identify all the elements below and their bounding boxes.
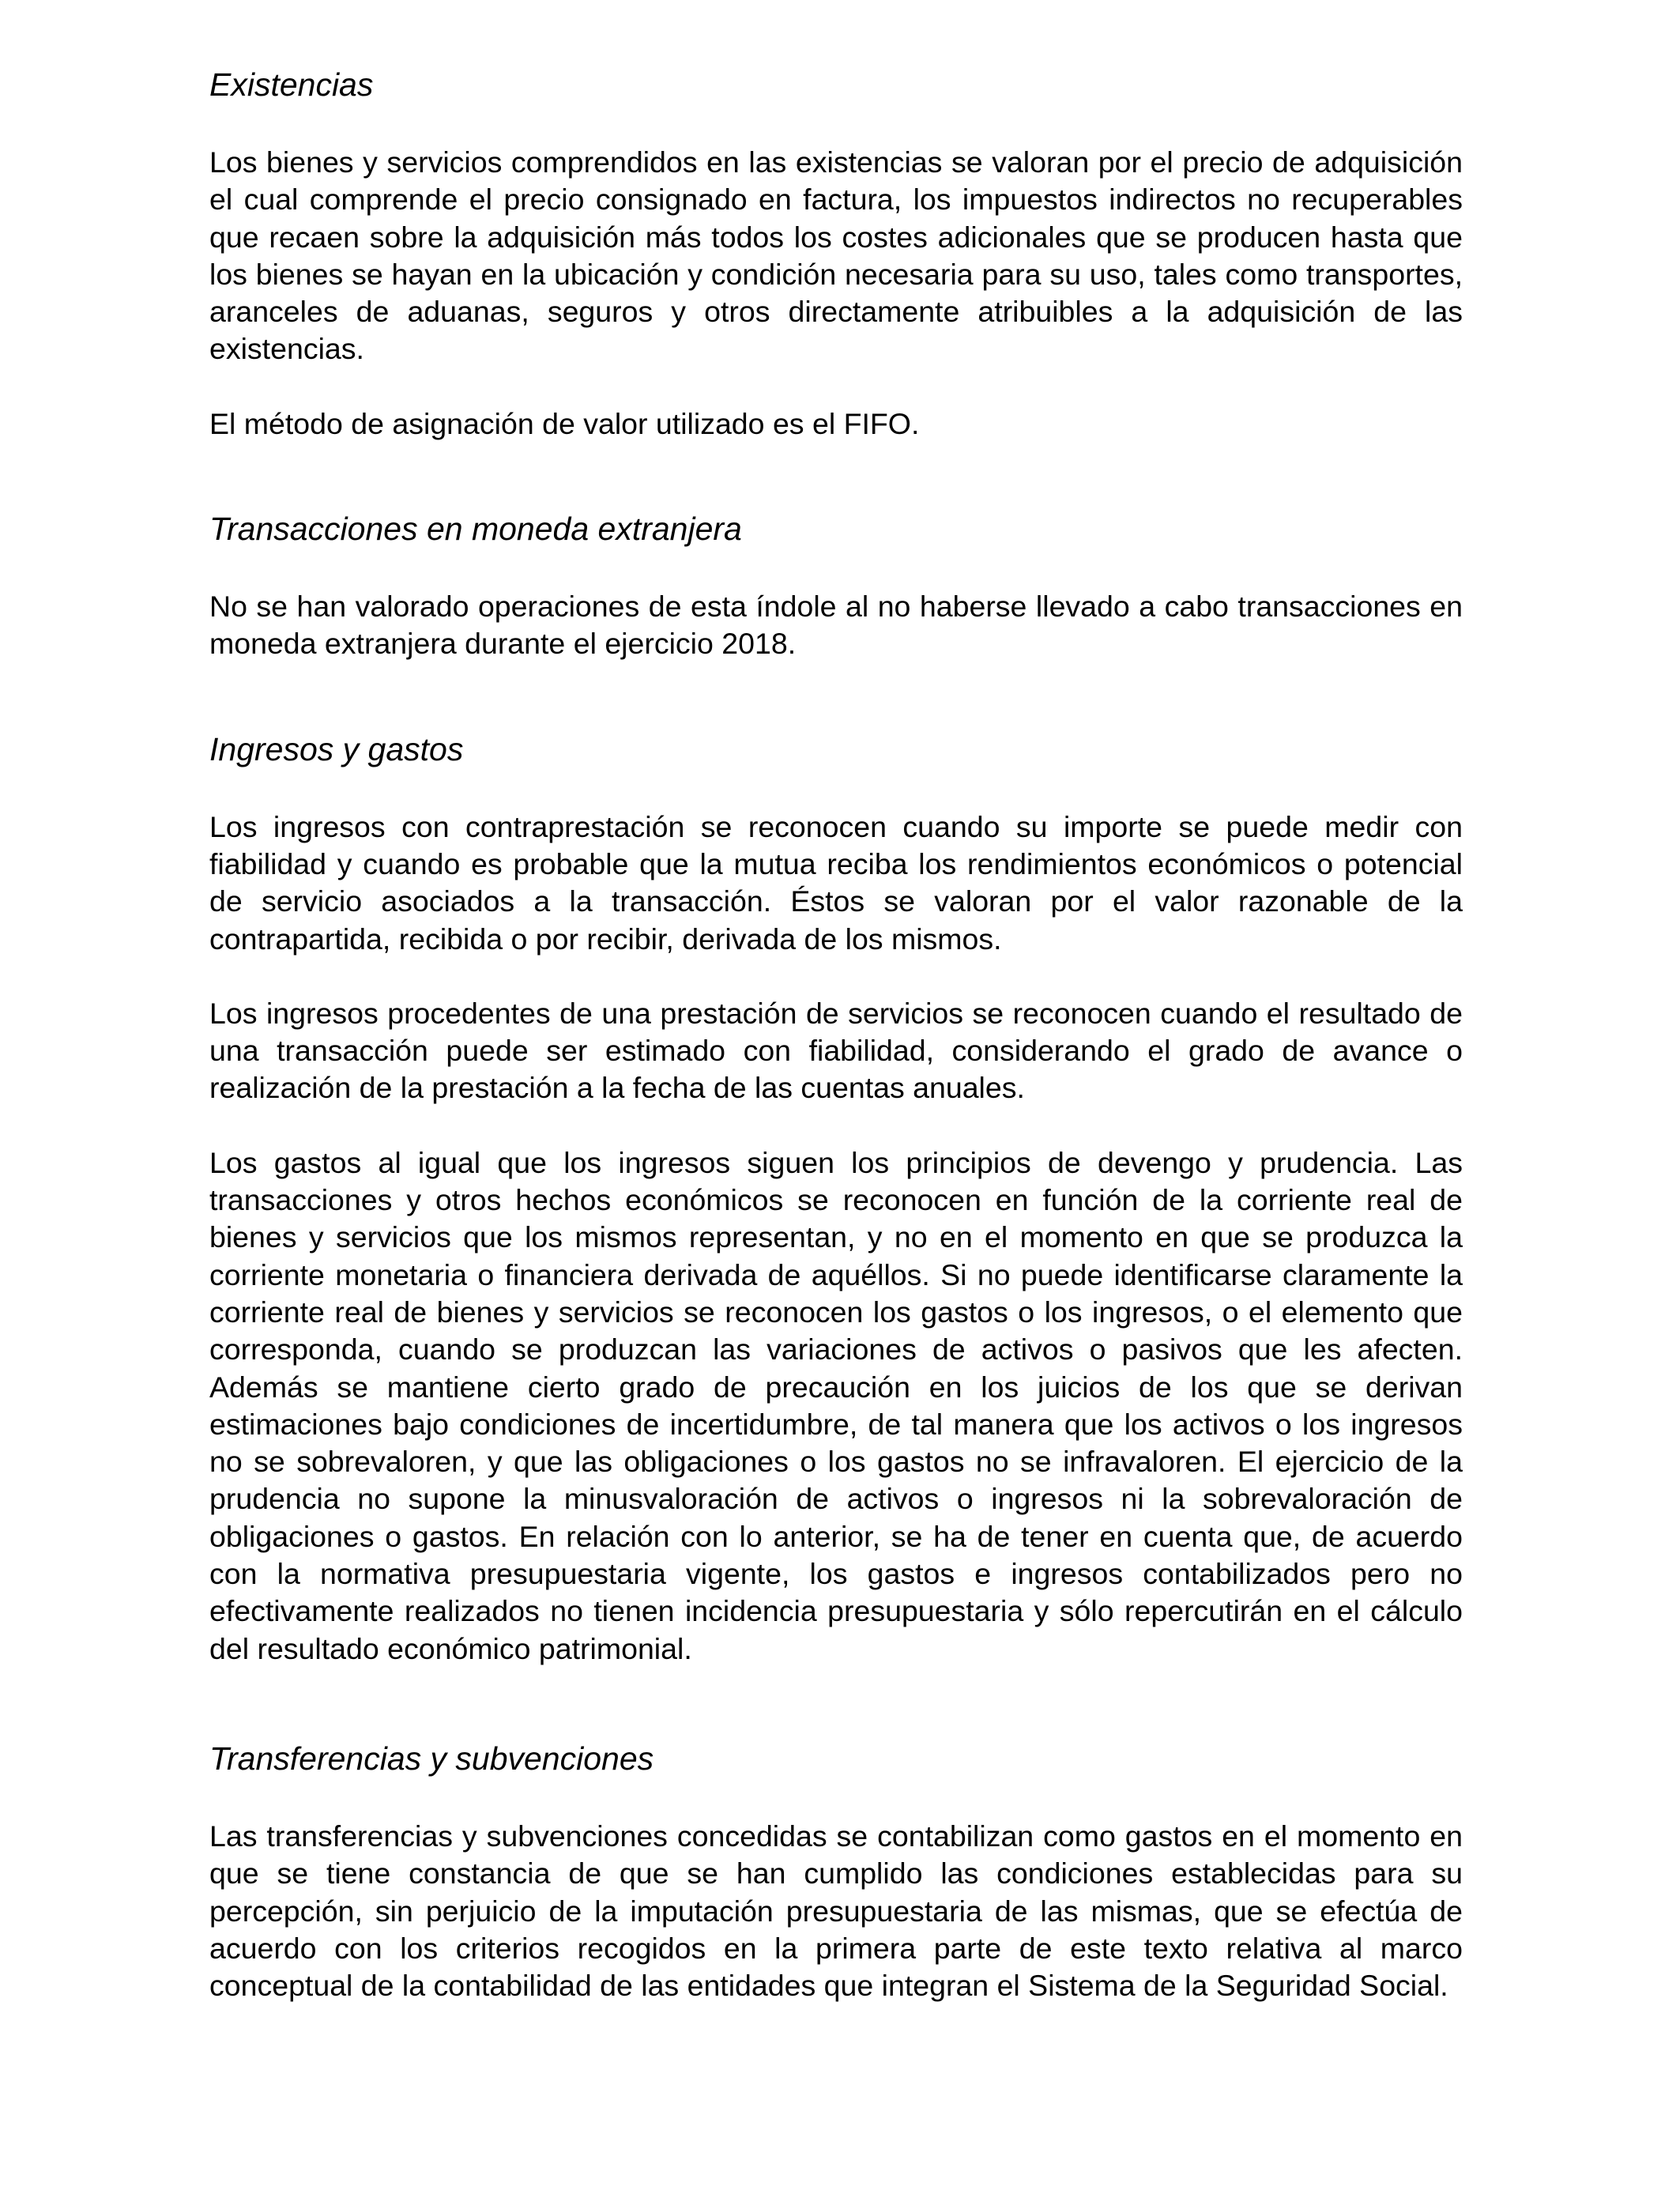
section-heading-moneda-extranjera: Transacciones en moneda extranjera (209, 511, 742, 548)
section-heading-ingresos-gastos: Ingresos y gastos (209, 730, 464, 767)
paragraph-ingresos-servicios: Los ingresos procedentes de una prestación de servicios se reconocen cuando el resultado de una transacción puede ser estimado con fiabilidad, considerando el grado de avance o realización de la prestación a la fecha de las cuentas anuales. (209, 996, 1463, 1105)
section-heading-existencias: Existencias (209, 66, 374, 103)
paragraph-gastos-devengo: Los gastos al igual que los ingresos siguen los principios de devengo y prudencia. Las transacciones y otros hechos económicos se reconocen en función de la corriente real de bienes y servicios que los mismos representan, y no en el momento en que se produzca la corriente monetaria o financiera derivada de aquéllos. Si no puede identificarse claramente la corriente real de bienes y servicios se reconocen los gastos o los ingresos, o el elemento que corresponda, cuando se produzcan las variaciones de activos o pasivos que les afecten. Además se mantiene cierto grado de precaución en los juicios de los que se derivan estimaciones bajo condiciones de incertidumbre, de tal manera que los activos o los ingresos no se sobrevaloren, y que las obligaciones o los gastos no se infravaloren. El ejercicio de la prudencia no supone la minusvaloración de activos o ingresos ni la sobrevaloración de obligaciones o gastos. En relación con lo anterior, se ha de tener en cuenta que, de acuerdo con la normativa presupuestaria vigente, los gastos e ingresos contabilizados pero no efectivamente realizados no tienen incidencia presupuestaria y sólo repercutirán en el cálculo del resultado económico patrimonial. (209, 1145, 1463, 1665)
paragraph-ingresos-contraprestacion: Los ingresos con contraprestación se reconocen cuando su importe se puede medir con fiabilidad y cuando es probable que la mutua reciba los rendimientos económicos o potencial de servicio asociados a la transacción. Éstos se valoran por el valor razonable de la contrapartida, recibida o por recibir, derivada de los mismos. (209, 809, 1463, 956)
paragraph-existencias-valoracion: Los bienes y servicios comprendidos en las existencias se valoran por el precio de adquisición el cual comprende el precio consignado en factura, los impuestos indirectos no recuperables que recaen sobre la adquisición más todos los costes adicionales que se producen hasta que los bienes se hayan en la ubicación y condición necesaria para su uso, tales como transportes, aranceles de aduanas, seguros y otros directamente atribuibles a la adquisición de las existencias. (209, 145, 1463, 366)
document-page (209, 65, 1463, 2004)
paragraph-existencias-fifo: El método de asignación de valor utilizado es el FIFO. (209, 406, 920, 440)
section-heading-transferencias: Transferencias y subvenciones (209, 1740, 654, 1777)
paragraph-transferencias: Las transferencias y subvenciones concedidas se contabilizan como gastos en el momento en que se tiene constancia de que se han cumplido las condiciones establecidas para su percepción, sin perjuicio de la imputación presupuestaria de las mismas, que se efectúa de acuerdo con los criterios recogidos en la primera parte de este texto relativa al marco conceptual de la contabilidad de las entidades que integran el Sistema de la Seguridad Social. (209, 1819, 1463, 2003)
paragraph-moneda-extranjera: No se han valorado operaciones de esta índole al no haberse llevado a cabo transacciones en moneda extranjera durante el ejercicio 2018. (209, 590, 1463, 661)
